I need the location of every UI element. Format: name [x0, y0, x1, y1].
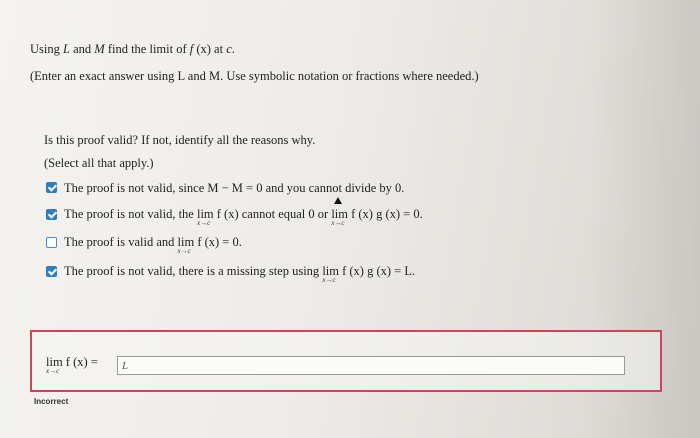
- option-2-text: The proof is not valid, the: [64, 207, 197, 221]
- question-text: Using: [30, 42, 63, 56]
- mouse-cursor: [334, 197, 342, 204]
- option-2-text: f (x) cannot equal 0 or: [213, 207, 332, 221]
- lim-subscript: x→c: [46, 367, 60, 375]
- var-c: c: [226, 42, 232, 56]
- option-2-text: f (x) g (x) = 0.: [347, 207, 423, 221]
- lim-subscript: x→c: [177, 247, 191, 255]
- limit-expression: [322, 264, 339, 284]
- instruction-text: (Enter an exact answer using L and M. Use symbolic notation or fractions where needed.): [30, 69, 479, 83]
- lim-text: lim: [46, 355, 63, 369]
- question-text: (x) at: [193, 42, 227, 56]
- option-4-label[interactable]: [64, 264, 416, 284]
- question-text: .: [231, 42, 235, 56]
- option-4-text: The proof is not valid, there is a missing step using: [64, 264, 323, 278]
- proof-prompt: Is this proof valid? If not, identify all the reasons why.: [44, 133, 316, 147]
- var-L: L: [63, 42, 70, 56]
- option-4-text: f (x) g (x) = L.: [338, 264, 416, 278]
- lim-text: lim: [331, 207, 348, 221]
- option-4-checkbox[interactable]: [46, 266, 57, 277]
- question-text: find the limit of: [104, 42, 190, 56]
- answer-label: [46, 355, 98, 375]
- limit-expression: [46, 355, 63, 375]
- lim-subscript: x→c: [196, 219, 211, 227]
- option-2-checkbox[interactable]: [46, 209, 57, 220]
- lim-subscript: x→c: [331, 219, 345, 227]
- lim-text: lim: [177, 235, 195, 249]
- select-hint: (Select all that apply.): [44, 156, 154, 170]
- option-3-text: The proof is valid and: [64, 235, 178, 249]
- answer-expression: f (x) =: [62, 355, 98, 369]
- limit-expression: [177, 235, 195, 255]
- option-1-label[interactable]: The proof is not valid, since M − M = 0 and you cannot divide by 0.: [64, 181, 405, 195]
- limit-expression: [196, 207, 214, 227]
- option-3-label[interactable]: [64, 235, 242, 255]
- var-f: f: [189, 42, 194, 56]
- option-3-checkbox[interactable]: [46, 237, 57, 248]
- limit-expression: [331, 207, 348, 227]
- option-3-text: f (x) = 0.: [194, 235, 242, 249]
- question-text: and: [69, 42, 95, 56]
- status-incorrect: Incorrect: [34, 397, 69, 406]
- option-2-label[interactable]: [64, 207, 423, 227]
- lim-subscript: x→c: [322, 276, 336, 284]
- option-1-checkbox[interactable]: [46, 182, 57, 193]
- lim-text: lim: [322, 264, 339, 278]
- question-line: [30, 42, 235, 57]
- lim-text: lim: [196, 207, 214, 221]
- var-M: M: [94, 42, 105, 56]
- answer-input[interactable]: [117, 356, 625, 375]
